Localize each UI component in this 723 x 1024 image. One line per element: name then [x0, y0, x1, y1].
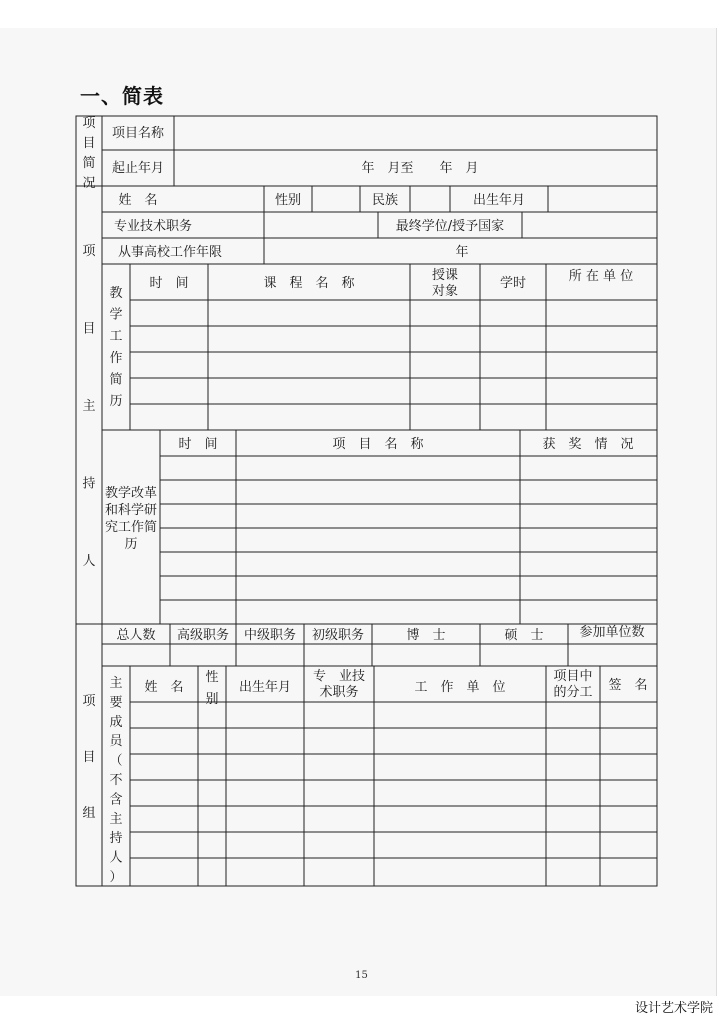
teaching-header-hours: 学时: [499, 276, 527, 291]
member-header-gender: 性别: [205, 670, 219, 707]
host-years-unit: 年: [455, 245, 469, 260]
period-label: 起止年月: [111, 161, 165, 176]
teaching-history-label: 教学工作简历: [109, 286, 123, 409]
teaching-header-time: 时 间: [149, 276, 189, 291]
team-header-total: 总人数: [116, 628, 156, 643]
member-header-birth: 出生年月: [238, 680, 292, 695]
team-header-junior: 初级职务: [311, 628, 365, 643]
research-header-time: 时 间: [178, 437, 218, 452]
teaching-header-target: 授课对象: [431, 268, 459, 299]
member-header-role: 项目中的分工: [553, 669, 593, 700]
host-name-label: 姓 名: [118, 193, 158, 208]
watermark-text: 设计艺术学院: [634, 1001, 713, 1016]
member-header-title: 专 业技术职务: [312, 669, 366, 700]
host-degree-label: 最终学位/授予国家: [395, 219, 505, 234]
section-label-project-brief: 项目简况: [82, 116, 96, 191]
page-heading: 一、简表: [80, 84, 164, 108]
host-years-label: 从事高校工作年限: [117, 245, 223, 260]
member-header-name: 姓 名: [144, 680, 184, 695]
host-gender-label: 性别: [274, 193, 302, 208]
member-header-signature: 签 名: [608, 678, 648, 693]
teaching-header-unit: 所 在 单 位: [568, 269, 634, 284]
page-number: 15: [355, 970, 368, 981]
section-label-team: 项目组: [82, 694, 96, 821]
teaching-header-course: 课 程 名 称: [263, 276, 355, 291]
team-header-middle: 中级职务: [243, 628, 297, 643]
team-header-master: 硕 士: [504, 628, 544, 643]
team-header-phd: 博 士: [406, 628, 446, 643]
team-header-units: 参加单位数: [579, 625, 645, 640]
host-ethnicity-label: 民族: [371, 193, 399, 208]
research-header-project: 项 目 名 称: [332, 437, 424, 452]
research-header-award: 获 奖 情 况: [542, 437, 634, 452]
period-value: 年 月至 年 月: [361, 161, 479, 176]
section-label-host: 项目主持人: [82, 244, 96, 569]
team-header-senior: 高级职务: [176, 628, 230, 643]
host-title-label: 专业技术职务: [113, 219, 193, 234]
member-header-workplace: 工 作 单 位: [414, 680, 506, 695]
form-labels: [82, 116, 647, 885]
members-label: 主要成员（不含主持人）: [109, 676, 123, 885]
host-birth-label: 出生年月: [472, 193, 526, 208]
research-history-label: 教学改革和科学研究工作简历: [104, 486, 158, 552]
project-name-label: 项目名称: [111, 126, 165, 141]
